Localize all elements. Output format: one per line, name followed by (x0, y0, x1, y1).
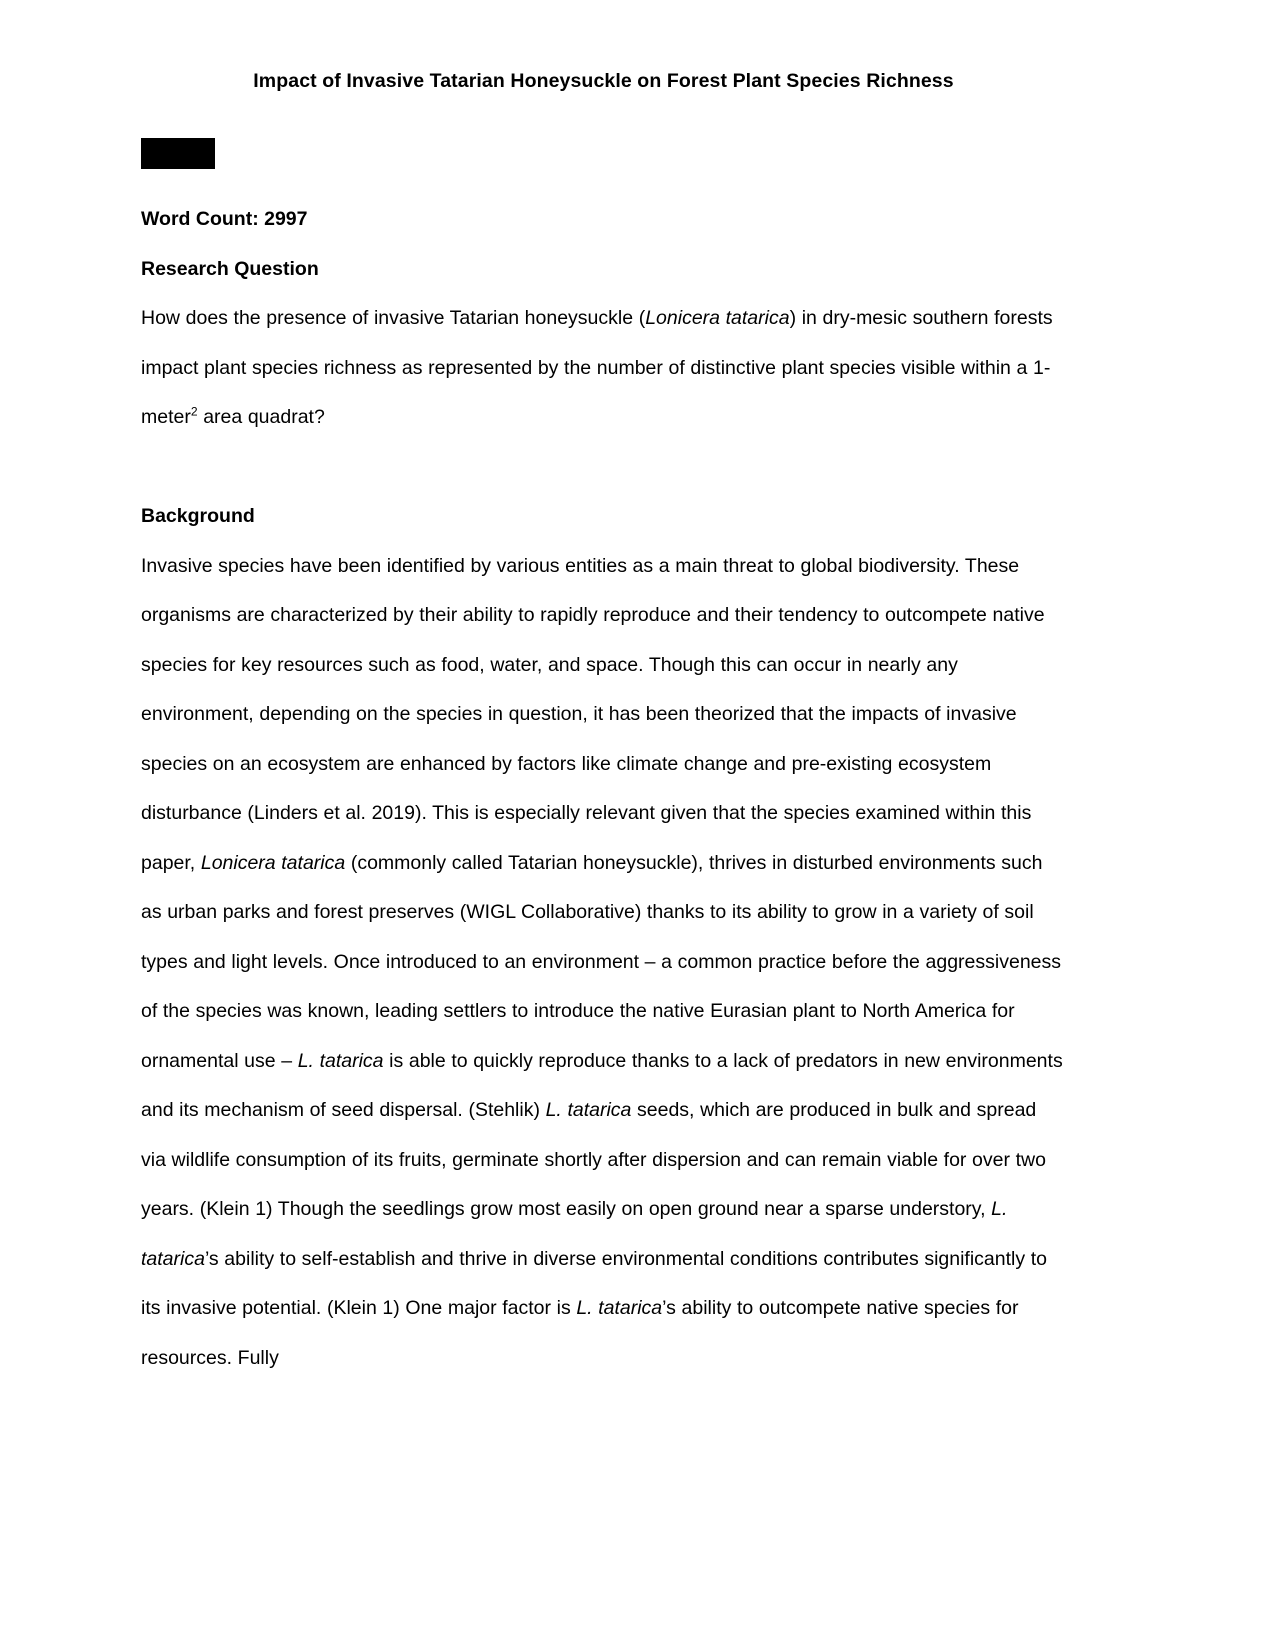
scientific-name: L. tatarica (545, 1099, 632, 1122)
scientific-name: Lonicera tatarica (200, 851, 346, 874)
blank-line-spacer (141, 443, 1066, 493)
scientific-name: L. tatarica (576, 1297, 663, 1320)
superscript-exponent: 2 (190, 404, 198, 419)
word-count-heading: Word Count: 2997 (141, 208, 308, 231)
document-body (141, 0, 1066, 1383)
section-heading-background: Background (141, 505, 255, 528)
section-heading-research-question: Research Question (141, 257, 319, 280)
redacted-author-block (141, 138, 215, 169)
background-paragraph: Invasive species have been identified by various entities as a main threat to global biodiversity. These organisms are characterized by their ability to rapidly reproduce and their tendency to outcompete native species for key resources such as food, water, and space. Though this can occur in nearly any environment, depending on the species in question, it has been theorized that the impacts of invasive species on an ecosystem are enhanced by factors like climate change and pre-existing ecosystem disturbance (Linders et al. 2019). This is especially relevant given that the species examined within this paper, Lonicera tatarica (commonly called Tatarian honeysuckle), thrives in disturbed environments such as urban parks and forest preserves (WIGL Collaborative) thanks to its ability to grow in a variety of soil types and light levels. Once introduced to an environment – a common practice before the aggressiveness of the species was known, leading settlers to introduce the native Eurasian plant to North America for ornamental use – L. tatarica is able to quickly reproduce thanks to a lack of predators in new environments and its mechanism of seed dispersal. (Stehlik) L. tatarica seeds, which are produced in bulk and spread via wildlife consumption of its fruits, germinate shortly after dispersion and can remain viable for over two years. (Klein 1) Though the seedlings grow most easily on open ground near a sparse understory, L. tatarica’s ability to self-establish and thrive in diverse environmental conditions contributes significantly to its invasive potential. (Klein 1) One major factor is L. tatarica’s ability to outcompete native species for resources. Fully (141, 554, 1063, 1369)
research-question-paragraph: How does the presence of invasive Tatarian honeysuckle (Lonicera tatarica) in dry-mesic southern forests impact plant species richness as represented by the number of distinctive plant species visible within a 1-meter$^2$ area quadrat? (141, 307, 1053, 429)
page-title: Impact of Invasive Tatarian Honeysuckle on Forest Plant Species Richness (253, 70, 954, 92)
scientific-name: L. tatarica (141, 1198, 1008, 1270)
scientific-name: L. tatarica (297, 1049, 384, 1072)
scientific-name: Lonicera tatarica (645, 307, 790, 330)
